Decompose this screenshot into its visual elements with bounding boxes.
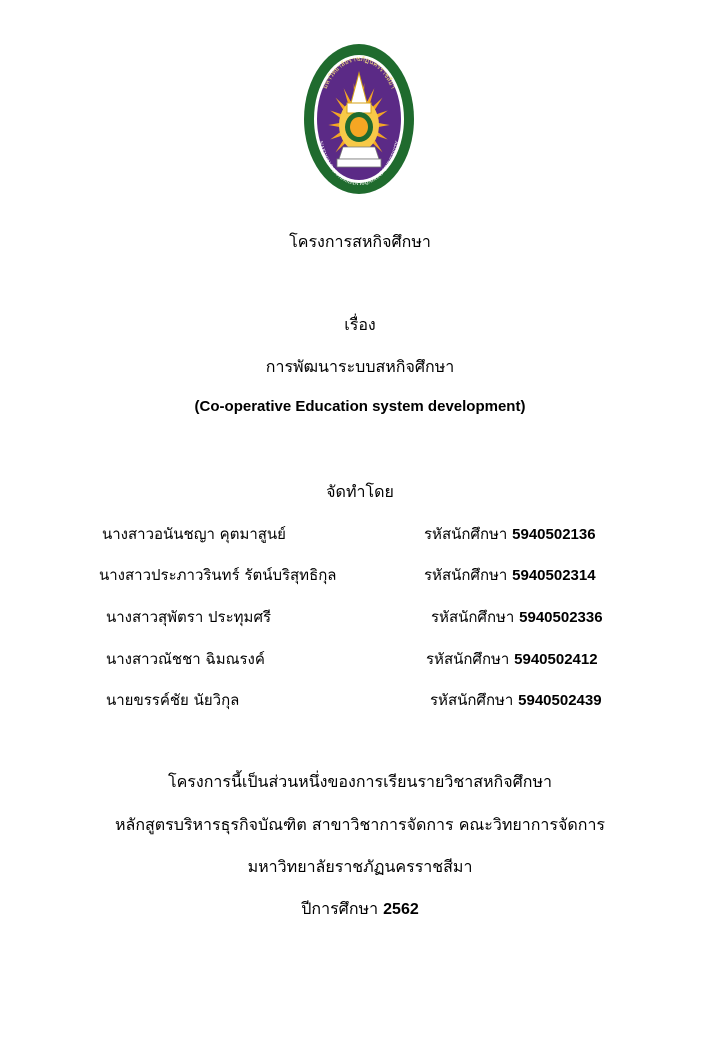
student-id-label: รหัสนักศึกษา xyxy=(424,566,508,584)
student-id-number: 5940502336 xyxy=(519,609,603,626)
student-id-number: 5940502314 xyxy=(512,567,596,584)
member-name: นางสาวสุพัตรา ประทุมศรี xyxy=(106,608,272,626)
member-student-id xyxy=(424,563,596,587)
student-id-label: รหัสนักศึกษา xyxy=(431,608,515,626)
university-name: มหาวิทยาลัยราชภัฏนครราชสีมา xyxy=(247,857,473,876)
member-name: นางสาวณัชชา ฉิมณรงค์ xyxy=(106,650,265,668)
member-row xyxy=(106,605,626,629)
member-name: นางสาวประภาวรินทร์ รัตน์บริสุทธิกุล xyxy=(99,566,337,584)
university-seal-icon xyxy=(303,43,415,195)
student-id-number: 5940502412 xyxy=(514,651,598,668)
student-id-label: รหัสนักศึกษา xyxy=(424,525,508,543)
prepared-by-label: จัดทำโดย xyxy=(326,482,394,501)
member-row xyxy=(106,647,626,671)
student-id-label: รหัสนักศึกษา xyxy=(430,691,514,709)
member-student-id xyxy=(424,522,596,546)
thesis-title-english: (Co-operative Education system development) xyxy=(194,398,526,415)
member-row xyxy=(102,522,622,546)
student-id-number: 5940502136 xyxy=(512,526,596,543)
project-label: โครงการสหกิจศึกษา xyxy=(289,232,431,251)
member-student-id xyxy=(430,688,602,712)
member-student-id xyxy=(431,605,603,629)
academic-year-value: 2562 xyxy=(383,901,419,918)
program-faculty: หลักสูตรบริหารธุรกิจบัณฑิต สาขาวิชาการจัดการ คณะวิทยาการจัดการ xyxy=(114,815,606,834)
academic-year xyxy=(0,897,720,922)
course-statement: โครงการนี้เป็นส่วนหนึ่งของการเรียนรายวิชาสหกิจศึกษา xyxy=(168,772,552,791)
thesis-title-thai: การพัฒนาระบบสหกิจศึกษา xyxy=(265,357,455,376)
member-row xyxy=(99,563,619,587)
seal-thai-text: มหาวิทยาลัยราชภัฏนครราชสีมา xyxy=(320,54,398,91)
subject-label: เรื่อง xyxy=(344,315,376,334)
member-name: นายขรรค์ชัย นัยวิกุล xyxy=(106,691,240,709)
member-student-id xyxy=(426,647,598,671)
student-id-label: รหัสนักศึกษา xyxy=(426,650,510,668)
member-row xyxy=(106,688,626,712)
seal-english-text: NAKHON RATCHASIMA RAJABHAT UNIVERSITY xyxy=(316,140,402,188)
member-name: นางสาวอนันชญา คุตมาสูนย์ xyxy=(102,525,286,543)
academic-year-label: ปีการศึกษา xyxy=(301,899,379,918)
student-id-number: 5940502439 xyxy=(518,692,602,709)
